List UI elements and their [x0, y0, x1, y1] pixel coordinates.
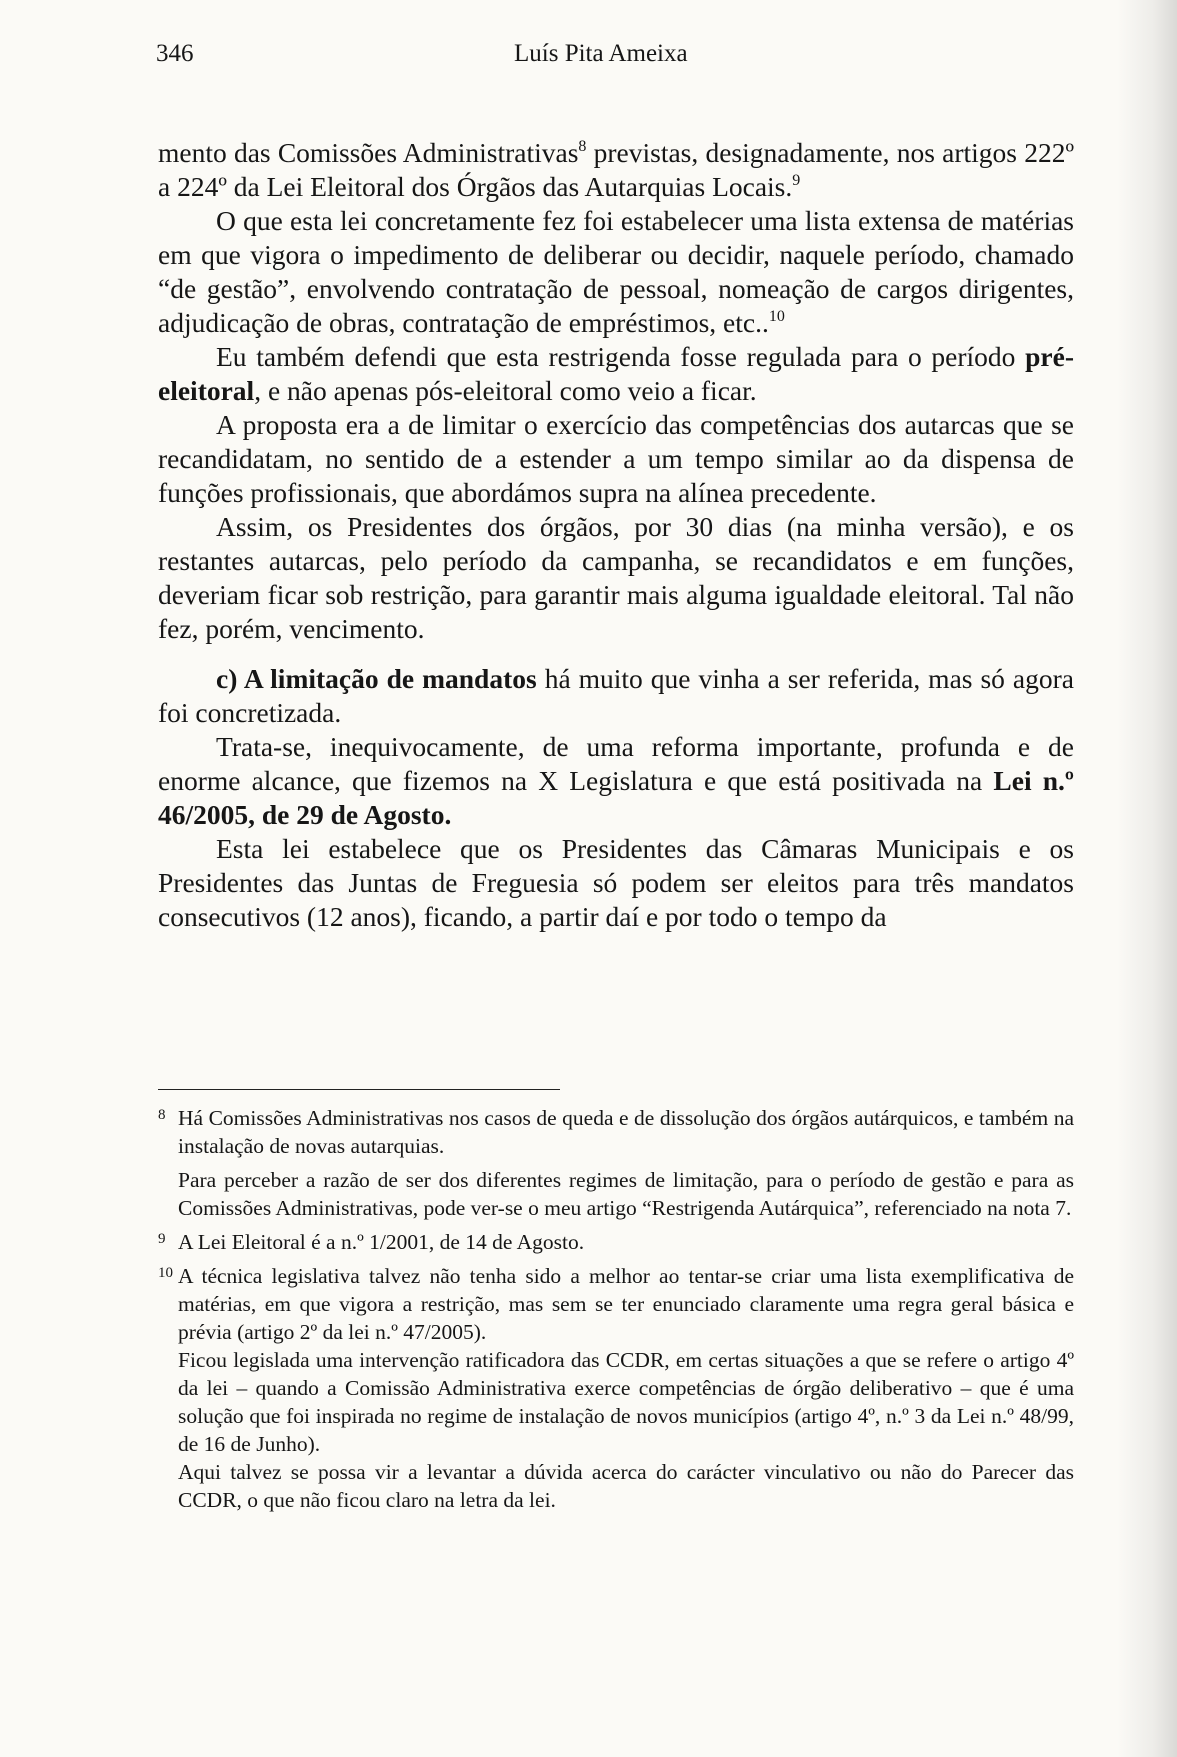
footnote-10-continuation-1: Ficou legislada uma intervenção ratificadora das CCDR, em certas situações a que se refere o artigo 4º da lei – quando a Comissão Administrativa exerce competências de órgão deliberativo – que é uma solução que foi inspirada no regime de instalação de novos municípios (artigo 4º, n.º 3 da Lei n.º 48/99, de 16 de Junho).	[178, 1348, 1074, 1456]
footnote-ref-10: 10	[768, 308, 785, 325]
footnote-8-text: Há Comissões Administrativas nos casos de queda e de dissolução dos órgãos autárquicos, e também na instalação de novas autarquias.	[178, 1106, 1074, 1158]
footnote-ref-8: 8	[578, 138, 587, 155]
paragraph-1	[158, 136, 1074, 204]
footnote-ref-9: 9	[792, 172, 801, 189]
footnote-separator	[158, 1089, 560, 1090]
paragraph-7-text: Trata-se, inequivocamente, de uma reforma importante, profunda e de enorme alcance, que fizemos na X Legislatura e que está positivada na	[158, 731, 1074, 796]
paragraph-1-text-b: previstas, designadamente, nos artigos 222º a 224º da Lei Eleitoral dos Órgãos das Autarquias Locais.	[158, 137, 1074, 202]
footnote-10-text: A técnica legislativa talvez não tenha sido a melhor ao tentar-se criar uma lista exemplificativa de matérias, em que vigora a restrição, mas sem se ter enunciado claramente uma regra geral básica e prévia (artigo 2º da lei n.º 47/2005).	[178, 1264, 1074, 1344]
paragraph-7-bold: Lei n.º 46/2005, de 29 de Agosto.	[158, 765, 1075, 830]
paragraph-4: A proposta era a de limitar o exercício das competências dos autarcas que se recandidatam, no sentido de a estender a um tempo similar ao da dispensa de funções profissionais, que abordámos supra na alínea precedente.	[158, 409, 1074, 508]
paragraph-5: Assim, os Presidentes dos órgãos, por 30 dias (na minha versão), e os restantes autarcas, pelo período da campanha, se recandidatos e em funções, deveriam ficar sob restrição, para garantir mais alguma igualdade eleitoral. Tal não fez, porém, vencimento.	[158, 511, 1074, 644]
footnote-10-continuation-2: Aqui talvez se possa vir a levantar a dúvida acerca do carácter vinculativo ou não do Parecer das CCDR, o que não ficou claro na letra da lei.	[178, 1460, 1074, 1512]
paragraph-6-text: há muito que vinha a ser referida, mas só agora foi concretizada.	[158, 663, 1074, 728]
paragraph-6-heading: c) A limitação de mandatos	[216, 663, 537, 694]
page-edge-shadow	[1117, 0, 1177, 1757]
main-text	[158, 136, 1074, 934]
footnote-8-continuation: Para perceber a razão de ser dos diferentes regimes de limitação, para o período de gestão e para as Comissões Administrativas, pode ver-se o meu artigo “Restrigenda Autárquica”, referenciado na nota 7.	[178, 1168, 1074, 1220]
paragraph-3-text-a: Eu também defendi que esta restrigenda fosse regulada para o período	[216, 341, 1026, 372]
paragraph-8: Esta lei estabelece que os Presidentes das Câmaras Municipais e os Presidentes das Juntas de Freguesia só podem ser eleitos para três mandatos consecutivos (12 anos), ficando, a partir daí e por todo o tempo da	[158, 833, 1074, 932]
paragraph-3	[158, 340, 1074, 408]
page-number: 346	[156, 40, 194, 67]
footnotes	[158, 1104, 1074, 1514]
footnote-9-text: A Lei Eleitoral é a n.º 1/2001, de 14 de Agosto.	[178, 1230, 585, 1254]
paragraph-7	[158, 730, 1074, 832]
paragraph-3-bold: pré-eleitoral	[158, 341, 1074, 406]
paragraph-1-text-a: mento das Comissões Administrativas	[158, 137, 579, 168]
paragraph-2-text: O que esta lei concretamente fez foi estabelecer uma lista extensa de matérias em que vigora o impedimento de deliberar ou decidir, naquele período, chamado “de gestão”, envolvendo contratação de pessoal, nomeação de cargos dirigentes, adjudicação de obras, contratação de empréstimos, etc..	[158, 205, 1074, 338]
running-head: Luís Pita Ameixa	[514, 40, 688, 67]
footnote-8: 8 Há Comissões Administrativas nos casos de queda e de dissolução dos órgãos autárquicos, e também na instalação de novas autarquias.	[158, 1106, 1074, 1158]
paragraph-3-text-b: , e não apenas pós-eleitoral como veio a ficar.	[254, 375, 757, 406]
paragraph-6	[158, 662, 1074, 730]
paragraph-2	[158, 204, 1074, 340]
footnote-10: 10 A técnica legislativa talvez não tenha sido a melhor ao tentar-se criar uma lista exemplificativa de matérias, em que vigora a restrição, mas sem se ter enunciado claramente uma regra geral básica e prévia (artigo 2º da lei n.º 47/2005).	[158, 1264, 1074, 1344]
footnote-9: 9 A Lei Eleitoral é a n.º 1/2001, de 14 de Agosto.	[158, 1230, 585, 1254]
